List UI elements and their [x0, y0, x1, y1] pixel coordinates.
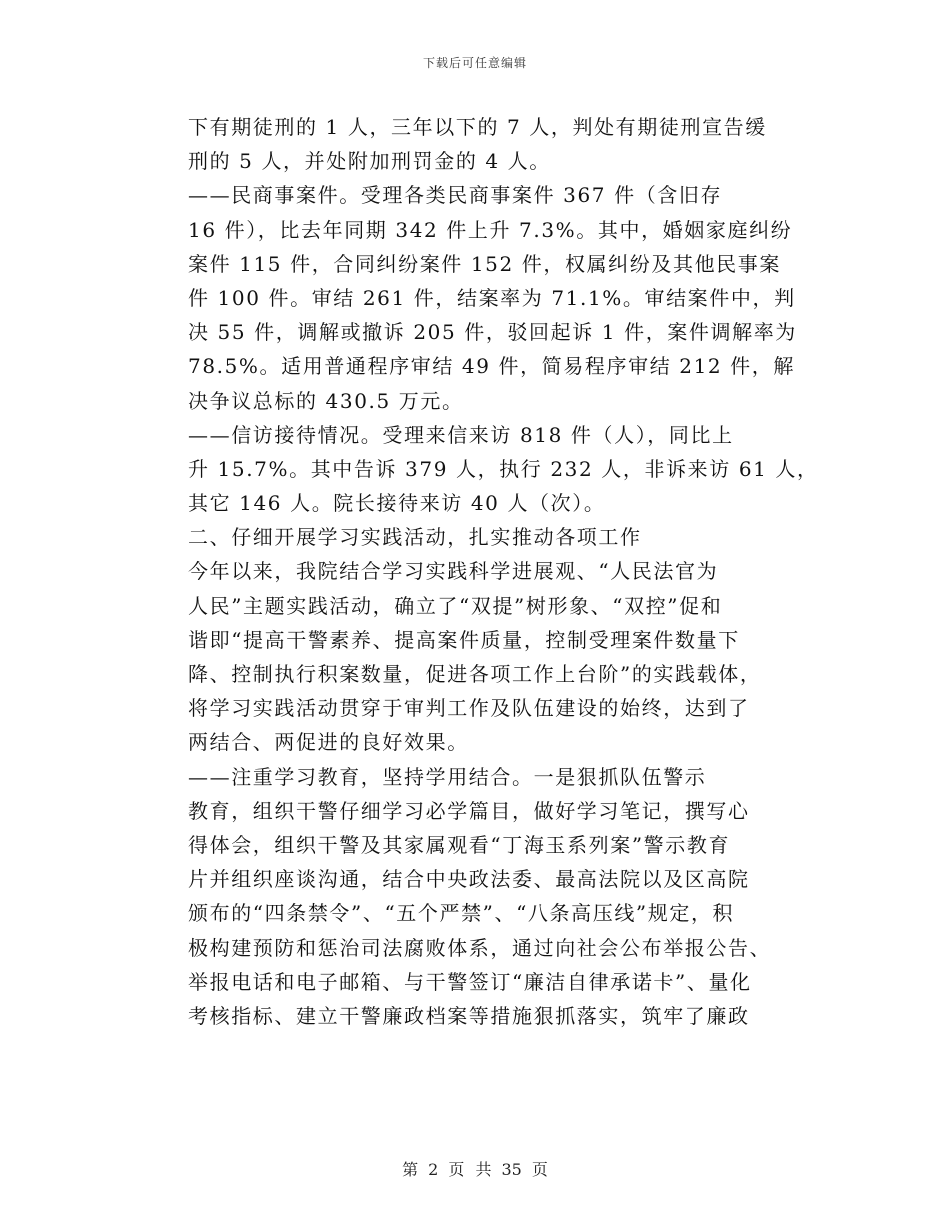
text-line: 两结合、两促进的良好效果。 [188, 730, 469, 755]
total-pages: 35 [501, 1160, 522, 1179]
text-line: 谐即“提高干警素养、提高案件质量，控制受理案件数量下 [188, 627, 740, 652]
footer-mid: 页 共 [448, 1160, 492, 1179]
text-line: 78.5%。适用普通程序审结 49 件，简易程序审结 212 件，解 [188, 354, 795, 379]
text-line: 教育，组织干警仔细学习必学篇目，做好学习笔记，撰写心 [188, 798, 750, 823]
text-line: 今年以来，我院结合学习实践科学进展观、“人民法官为 [188, 559, 719, 584]
text-line: 决争议总标的 430.5 万元。 [188, 388, 464, 413]
footer-prefix: 第 [402, 1160, 419, 1179]
text-line: 件 100 件。审结 261 件，结案率为 71.1%。审结案件中，判 [188, 285, 796, 310]
text-line: 刑的 5 人，并处附加刑罚金的 4 人。 [188, 149, 551, 174]
section-heading: 二、仔细开展学习实践活动，扎实推动各项工作 [188, 525, 642, 550]
text-line: 降、控制执行积案数量，促进各项工作上台阶”的实践载体， [188, 662, 762, 686]
page-header: 下载后可任意编辑 [422, 56, 527, 70]
text-line: 举报电话和电子邮箱、与干警签订“廉洁自律承诺卡”、量化 [188, 969, 752, 994]
text-line: 升 15.7%。其中告诉 379 人，执行 232 人，非诉来访 61 人， [188, 456, 819, 481]
footer-suffix: 页 [531, 1160, 548, 1179]
text-line: 决 55 件，调解或撤诉 205 件，驳回起诉 1 件，案件调解率为 [188, 320, 797, 345]
text-line: 考核指标、建立干警廉政档案等措施狠抓落实，筑牢了廉政 [188, 1003, 750, 1028]
text-line: 案件 115 件，合同纠纷案件 152 件，权属纠纷及其他民事案 [188, 251, 781, 276]
text-line: 片并组织座谈沟通，结合中央政法委、最高法院以及区高院 [188, 867, 750, 892]
page-footer [0, 1157, 950, 1180]
text-line: 得体会，组织干警及其家属观看“丁海玉系列案”警示教育 [188, 832, 731, 857]
text-line: ——民商事案件。受理各类民商事案件 367 件（含旧存 [188, 183, 723, 208]
text-line: 将学习实践活动贯穿于审判工作及队伍建设的始终，达到了 [188, 696, 750, 721]
text-line: 颁布的“四条禁令”、“五个严禁”、“八条高压线”规定，积 [188, 901, 735, 926]
text-line: 极构建预防和惩治司法腐败体系，通过向社会公布举报公告、 [188, 935, 772, 960]
document-body [188, 110, 819, 1033]
text-line: 16 件），比去年同期 342 件上升 7.3%。其中，婚姻家庭纠纷 [188, 217, 793, 242]
text-line: ——注重学习教育，坚持学用结合。一是狠抓队伍警示 [188, 764, 707, 789]
text-line: 其它 146 人。院长接待来访 40 人（次）。 [188, 491, 606, 516]
text-line: ——信访接待情况。受理来信来访 818 件（人），同比上 [188, 422, 734, 447]
text-line: 人民”主题实践活动，确立了“双提”树形象、“双控”促和 [188, 593, 723, 618]
page-number: 2 [428, 1160, 439, 1179]
text-line: 下有期徒刑的 1 人，三年以下的 7 人，判处有期徒刑宣告缓 [188, 115, 767, 139]
